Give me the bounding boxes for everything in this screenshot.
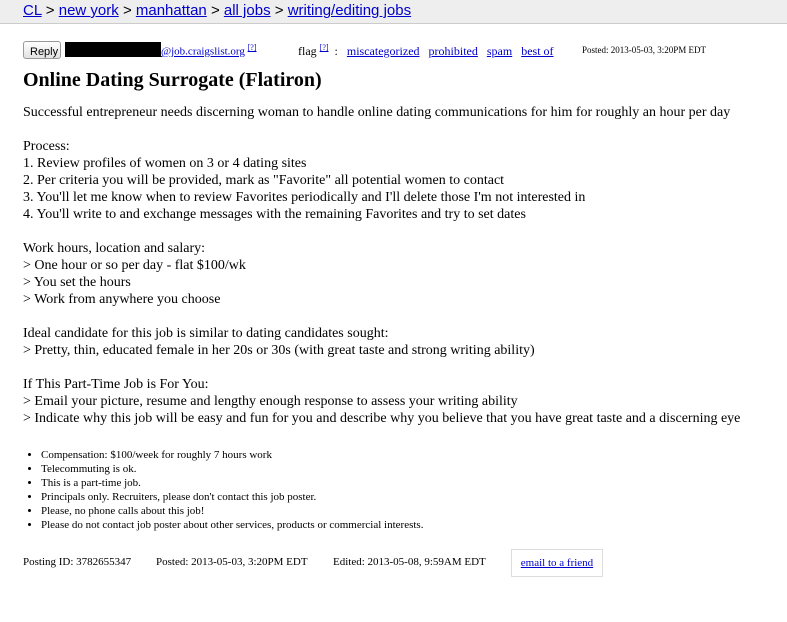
- flag-prohibited-link[interactable]: prohibited: [428, 44, 478, 58]
- breadcrumb-all-jobs[interactable]: all jobs: [223, 2, 271, 19]
- process-step: 1. Review profiles of women on 3 or 4 dating sites: [23, 156, 307, 171]
- email-friend-link[interactable]: email to a friend: [520, 557, 594, 569]
- notice-item: • Please do not contact job poster about other services, products or commercial interests.: [41, 518, 423, 532]
- edited-date: Edited: 2013-05-08, 9:59AM EDT: [333, 556, 486, 568]
- flag-help-link[interactable]: [?]: [319, 43, 329, 52]
- breadcrumb-separator: >: [274, 2, 284, 19]
- apply-heading: If This Part-Time Job is For You:: [23, 377, 209, 392]
- ideal-heading: Ideal candidate for this job is similar to dating candidates sought:: [23, 326, 389, 341]
- notice-item: • Compensation: $100/week for roughly 7 hours work: [41, 448, 423, 462]
- notice-item: • Please, no phone calls about this job!: [41, 504, 423, 518]
- work-item: > One hour or so per day - flat $100/wk: [23, 258, 246, 273]
- posting-title: Online Dating Surrogate (Flatiron): [23, 69, 322, 91]
- breadcrumb-new-york[interactable]: new york: [58, 2, 119, 19]
- breadcrumb-cl[interactable]: CL: [23, 2, 42, 19]
- flag-controls: [298, 43, 560, 59]
- posting-notices: [23, 448, 423, 532]
- process-heading: Process:: [23, 139, 70, 154]
- process-step: 3. You'll let me know when to review Favorites periodically and I'll delete those I'm not interested in: [23, 190, 586, 205]
- work-item: > Work from anywhere you choose: [23, 292, 221, 307]
- breadcrumb-separator: >: [210, 2, 220, 19]
- work-heading: Work hours, location and salary:: [23, 241, 205, 256]
- posting-id: Posting ID: 3782655347: [23, 556, 132, 568]
- reply-email-help-link[interactable]: [?]: [247, 43, 257, 52]
- flag-miscategorized-link[interactable]: miscategorized: [346, 44, 420, 58]
- email-friend-box: [511, 549, 603, 577]
- flag-colon: :: [334, 44, 338, 58]
- work-item: > You set the hours: [23, 275, 131, 290]
- flag-best-of-link[interactable]: best of: [521, 44, 554, 58]
- notice-item: • This is a part-time job.: [41, 476, 423, 490]
- breadcrumb-writing-editing-jobs[interactable]: writing/editing jobs: [287, 2, 412, 19]
- reply-email: [161, 43, 257, 58]
- apply-item: > Email your picture, resume and lengthy enough response to assess your writing ability: [23, 394, 518, 409]
- posted-date-top: Posted: 2013-05-03, 3:20PM EDT: [582, 45, 707, 55]
- redacted-email-block: [65, 42, 161, 57]
- process-step: 2. Per criteria you will be provided, mark as "Favorite" all potential women to contact: [23, 173, 505, 188]
- notice-item: • Principals only. Recruiters, please don't contact this job poster.: [41, 490, 423, 504]
- reply-email-link[interactable]: @job.craigslist.org: [161, 45, 245, 58]
- breadcrumb-manhattan[interactable]: manhattan: [135, 2, 207, 19]
- reply-button[interactable]: Reply: [23, 41, 61, 59]
- apply-item: > Indicate why this job will be easy and fun for you and describe why you believe that you have great taste and a discerning eye: [23, 411, 741, 426]
- flag-label: flag: [298, 44, 317, 58]
- posted-date: Posted: 2013-05-03, 3:20PM EDT: [156, 556, 308, 568]
- breadcrumb-separator: >: [45, 2, 55, 19]
- breadcrumb-separator: >: [122, 2, 132, 19]
- ideal-item: > Pretty, thin, educated female in her 20s or 30s (with great taste and strong writing ability): [23, 343, 535, 358]
- flag-spam-link[interactable]: spam: [486, 44, 513, 58]
- process-step: 4. You'll write to and exchange messages with the remaining Favorites and try to set dates: [23, 207, 526, 222]
- breadcrumb: [0, 0, 787, 24]
- notice-item: • Telecommuting is ok.: [41, 462, 423, 476]
- intro-text: Successful entrepreneur needs discerning woman to handle online dating communications for him for roughly an hour per day: [23, 105, 731, 120]
- posting-body: [23, 104, 783, 427]
